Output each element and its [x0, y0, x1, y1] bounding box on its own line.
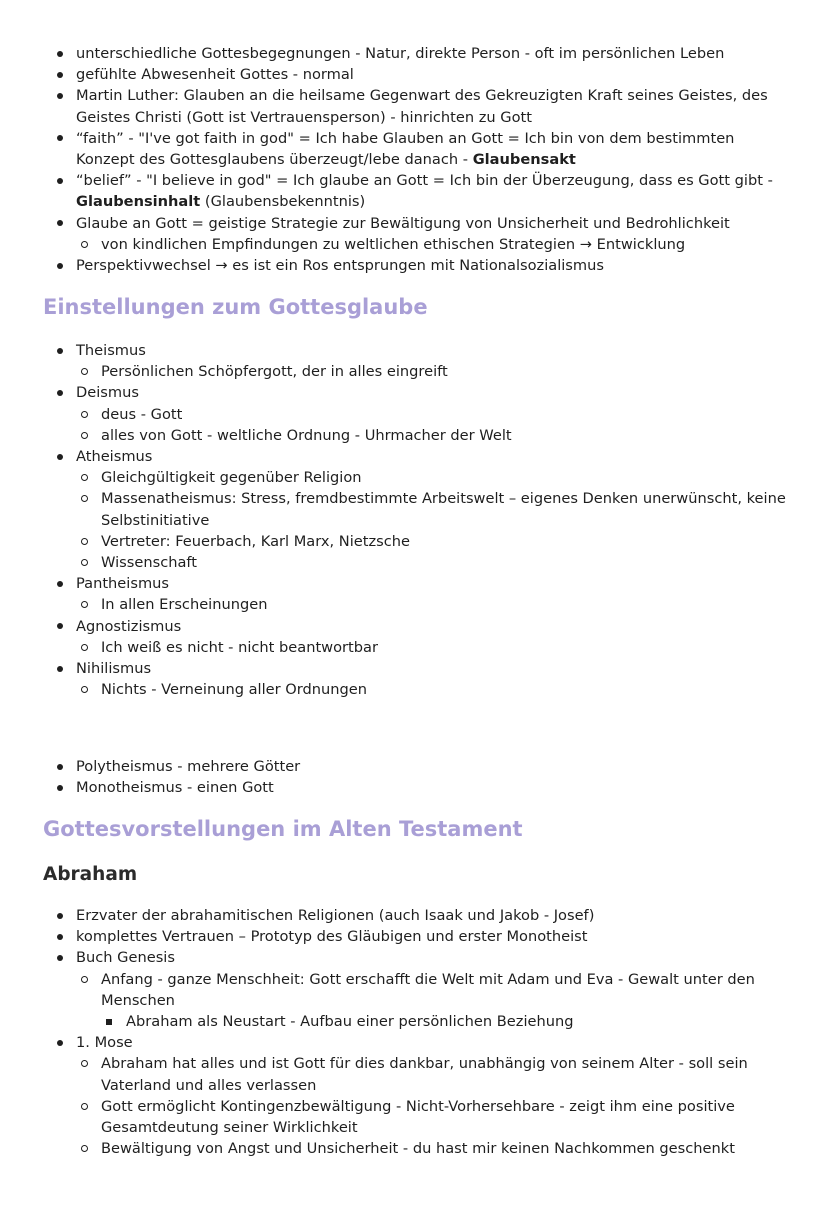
sub-list-item: alles von Gott - weltliche Ordnung - Uhrmacher der Welt	[0, 425, 828, 446]
list-item: Pantheismus	[0, 573, 828, 594]
sub-list-item: deus - Gott	[0, 404, 828, 425]
section-heading-gottesvorstellungen: Gottesvorstellungen im Alten Testament	[43, 817, 523, 841]
bold-term: Glaubensinhalt	[76, 193, 201, 211]
sub-list-item: Vertreter: Feuerbach, Karl Marx, Nietzsche	[0, 531, 828, 552]
list-item: Deismus	[0, 382, 828, 403]
sub-list-item: von kindlichen Empfindungen zu weltlichen ethischen Strategien → Entwicklung	[0, 234, 828, 255]
item-text: “belief” - "I believe in god" = Ich glaube an Gott = Ich bin der Überzeugung, dass es Gott gibt -	[76, 172, 773, 190]
sub-list-item: Wissenschaft	[0, 552, 828, 573]
sub-list-item: Persönlichen Schöpfergott, der in alles eingreift	[0, 361, 828, 382]
einstellungen-list	[0, 340, 828, 700]
sub-list-item: Bewältigung von Angst und Unsicherheit - du hast mir keinen Nachkommen geschenkt	[0, 1138, 828, 1159]
list-item: 1. Mose	[0, 1032, 828, 1053]
intro-list	[0, 43, 828, 276]
list-item: Glaube an Gott = geistige Strategie zur Bewältigung von Unsicherheit und Bedrohlichkeit	[0, 213, 828, 234]
sub-list-item: Anfang - ganze Menschheit: Gott erschafft die Welt mit Adam und Eva - Gewalt unter den Menschen	[0, 969, 828, 1011]
sub-list-item: In allen Erscheinungen	[0, 594, 828, 615]
list-item: Erzvater der abrahamitischen Religionen (auch Isaak und Jakob - Josef)	[0, 905, 828, 926]
sub-list-item: Gott ermöglicht Kontingenzbewältigung - Nicht-Vorhersehbare - zeigt ihm eine positive Gesamtdeutung seiner Wirklichkeit	[0, 1096, 828, 1138]
sub-list-item: Gleichgültigkeit gegenüber Religion	[0, 467, 828, 488]
list-item: Theismus	[0, 340, 828, 361]
list-item: Martin Luther: Glauben an die heilsame Gegenwart des Gekreuzigten Kraft seines Geistes, des Geistes Christi (Gott ist Vertrauensperson) - hinrichten zu Gott	[0, 85, 828, 127]
subheading-abraham: Abraham	[43, 864, 138, 885]
abraham-list	[0, 905, 828, 1159]
sub-list-item: Nichts - Verneinung aller Ordnungen	[0, 679, 828, 700]
list-item: unterschiedliche Gottesbegegnungen - Natur, direkte Person - oft im persönlichen Leben	[0, 43, 828, 64]
list-item	[0, 170, 828, 212]
sub-list-item: Ich weiß es nicht - nicht beantwortbar	[0, 637, 828, 658]
section-heading-einstellungen: Einstellungen zum Gottesglaube	[43, 295, 428, 319]
list-item: Perspektivwechsel → es ist ein Ros entsprungen mit Nationalsozialismus	[0, 255, 828, 276]
list-item: Nihilismus	[0, 658, 828, 679]
sub-list-item: Massenatheismus: Stress, fremdbestimmte Arbeitswelt – eigenes Denken unerwünscht, keine Selbstinitiative	[0, 488, 828, 530]
theismus-extra-list	[0, 756, 828, 798]
list-item: Monotheismus - einen Gott	[0, 777, 828, 798]
list-item: Polytheismus - mehrere Götter	[0, 756, 828, 777]
list-item: Buch Genesis	[0, 947, 828, 968]
item-text: (Glaubensbekenntnis)	[200, 193, 366, 211]
sub-sub-list-item: Abraham als Neustart - Aufbau einer persönlichen Beziehung	[0, 1011, 828, 1032]
list-item: Agnostizismus	[0, 616, 828, 637]
list-item: Atheismus	[0, 446, 828, 467]
item-text: “faith” - "I've got faith in god" = Ich habe Glauben an Gott = Ich bin von dem bestimmten Konzept des Gottesglaubens überzeugt/lebe danach -	[76, 129, 735, 169]
bold-term: Glaubensakt	[472, 151, 576, 169]
list-item	[0, 128, 828, 170]
sub-list-item: Abraham hat alles und ist Gott für dies dankbar, unabhängig von seinem Alter - soll sein Vaterland und alles verlassen	[0, 1053, 828, 1095]
list-item: gefühlte Abwesenheit Gottes - normal	[0, 64, 828, 85]
list-item: komplettes Vertrauen – Prototyp des Gläubigen und erster Monotheist	[0, 926, 828, 947]
